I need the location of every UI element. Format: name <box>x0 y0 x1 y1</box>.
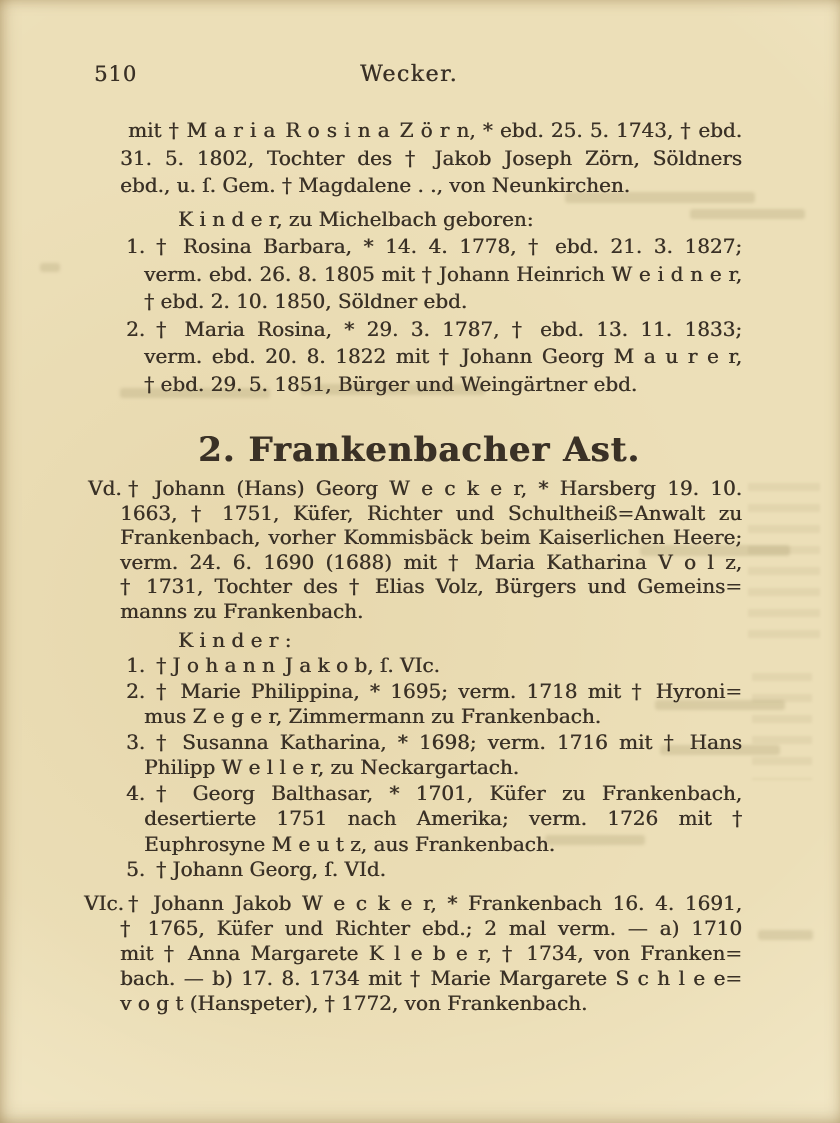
text-line: Frankenbach, vorher Kommisbäck beim Kaiserlichen Heere; <box>120 525 742 549</box>
text-line: † Johann (Hans) Georg W e c k e r, * Harsberg 19. 10. <box>128 476 742 500</box>
text-line: † Rosina Barbara, * 14. 4. 1778, † ebd. 21. 3. 1827; <box>156 234 742 258</box>
text-line: † ebd. 2. 10. 1850, Söldner ebd. <box>144 289 468 313</box>
item-number: 2. <box>126 678 146 703</box>
list-item <box>120 233 742 316</box>
text-line: mit † M a r i a R o s i n a Z ö r n, * ebd. 25. 5. 1743, † ebd. <box>128 118 742 142</box>
text-line: † Maria Rosina, * 29. 3. 1787, † ebd. 13. 11. 1833; <box>156 316 742 341</box>
section-heading: 2. Frankenbacher Ast. <box>197 430 641 470</box>
item-number: 5. <box>126 857 146 881</box>
text-line: † Georg Balthasar, * 1701, Küfer zu Frankenbach, <box>156 780 742 805</box>
children-list-michelbach <box>120 233 742 398</box>
text-line: mit † Anna Margarete K l e b e r, † 1734, von Franken= <box>120 940 742 965</box>
text-line: Philipp W e l l e r, zu Neckargartach. <box>144 755 519 779</box>
item-number: 3. <box>126 729 146 754</box>
children-list-vd <box>120 653 742 883</box>
text-line: verm. 24. 6. 1690 (1688) mit † Maria Katharina V o l z, <box>120 549 742 574</box>
item-number: 1. <box>126 234 146 258</box>
text-line: † Johann Jakob W e c k e r, * Frankenbach 16. 4. 1691, <box>128 890 742 915</box>
list-item <box>120 781 742 858</box>
text-line: 31. 5. 1802, Tochter des † Jakob Joseph Zörn, Söldners <box>120 145 742 170</box>
running-header: Wecker. <box>359 62 459 87</box>
item-number: 1. <box>126 653 146 677</box>
bleed-through-column <box>752 660 812 780</box>
text-line: manns zu Frankenbach. <box>120 598 364 623</box>
text-line: bach. — b) 17. 8. 1734 mit † Marie Margarete S c h l e e= <box>120 965 742 990</box>
paragraph-label: VIc. <box>84 890 124 915</box>
item-number: 2. <box>126 316 146 341</box>
list-item <box>120 730 742 781</box>
bleed-through-mark <box>758 930 813 940</box>
text-line: Euphrosyne M e u t z, aus Frankenbach. <box>144 831 555 856</box>
paragraph-label: Vd. <box>88 476 122 500</box>
page-header-row <box>94 62 742 90</box>
list-item <box>120 316 742 399</box>
bleed-through-mark <box>40 263 60 272</box>
text-line: † Susanna Katharina, * 1698; verm. 1716 mit † Hans <box>156 729 742 754</box>
list-item <box>120 857 742 883</box>
page-number: 510 <box>94 62 138 86</box>
text-line: † Johann Georg, ſ. VId. <box>156 857 386 881</box>
text-line: † J o h a n n J a k o b, ſ. VIc. <box>156 653 440 677</box>
text-line: verm. ebd. 20. 8. 1822 mit † Johann Georg M a u r e r, <box>144 344 742 368</box>
paragraph-vd <box>88 476 742 623</box>
bleed-through-column <box>748 470 820 640</box>
page-content <box>84 0 742 1016</box>
text-line: † Marie Philippina, * 1695; verm. 1718 mit † Hyroni= <box>156 678 742 703</box>
paragraph-intro <box>120 117 742 200</box>
text-line: 1663, † 1751, Küfer, Richter und Schultheiß=Anwalt zu <box>120 500 742 525</box>
text-line: v o g t (Hanspeter), † 1772, von Frankenbach. <box>120 990 588 1015</box>
children-heading-michelbach: K i n d e r, zu Michelbach geboren: <box>178 206 534 231</box>
text-line: † 1731, Tochter des † Elias Volz, Bürgers und Gemeins= <box>120 574 742 598</box>
text-line: ebd., u. ſ. Gem. † Magdalene . ., von Neunkirchen. <box>120 173 631 197</box>
children-heading-vd: K i n d e r : <box>178 628 292 652</box>
text-line: † ebd. 29. 5. 1851, Bürger und Weingärtner ebd. <box>144 371 638 396</box>
item-number: 4. <box>126 780 146 805</box>
list-item <box>120 679 742 730</box>
text-line: mus Z e g e r, Zimmermann zu Frankenbach. <box>144 704 601 728</box>
text-line: † 1765, Küfer und Richter ebd.; 2 mal verm. — a) 1710 <box>120 915 742 940</box>
text-line: verm. ebd. 26. 8. 1805 mit † Johann Heinrich W e i d n e r, <box>144 261 742 286</box>
text-line: desertierte 1751 nach Amerika; verm. 1726 mit † <box>144 806 742 830</box>
list-item <box>120 653 742 679</box>
paragraph-vic <box>84 890 742 1016</box>
